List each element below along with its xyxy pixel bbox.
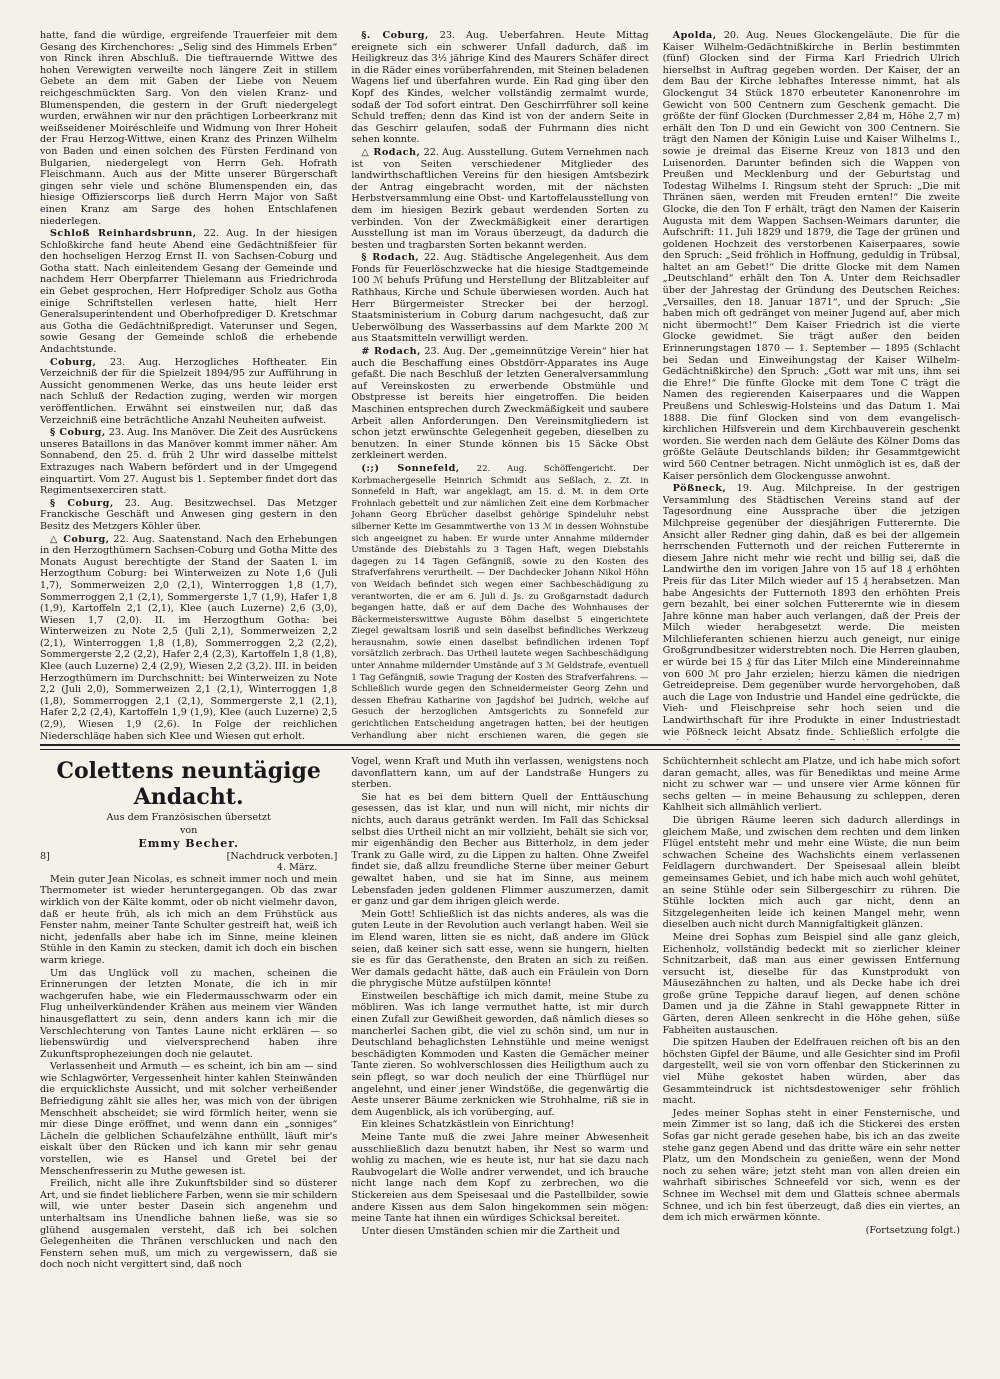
serial-text-1 xyxy=(40,874,337,1271)
reprint-notice: [Nachdruck verboten.] xyxy=(226,850,338,862)
news-headline: Apolda, xyxy=(672,30,717,41)
serial-author: Emmy Becher. xyxy=(138,837,239,850)
section-divider xyxy=(40,744,960,746)
news-headline: (:;) Sonnefeld, xyxy=(361,462,460,474)
serial-paragraph: Meine drei Sophas zum Beispiel sind alle ganz gleich, Eichenholz, vollständig bedeckt mit so zierlicher kleiner Schnitzarbeit, daß man aus einer gewissen Entfernung versucht ist, dieselbe für das Kunstprodukt von Mäusezähnchen zu halten, und als Decke habe ich drei große grüne Teppiche darauf liegen, auf denen schöne Damen und ja die Zähne in Stahl gewappnete Ritter in Gärten, deren Alleen senkrecht in die Höhe gehen, süße Fabheiten austauschen. xyxy=(662,931,960,1036)
news-headline: § Coburg, xyxy=(50,497,114,509)
news-text: 23. Aug. Ueberfahren. Heute Mittag ereignete sich ein schwerer Unfall dadurch, daß im Heiligkreuz das 3½ jährige Kind des Maurers Schäfer direct in die Räder eines vorüberfahrenden, mit Steinen beladenen Wagens lief und überfahren wurde. Ein Rad ging über den Kopf des Kindes, welcher vollständig zermalmt wurde, sodaß der Tod sofort eintrat. Den Geschirrführer soll keine Schuld treffen; denn das Kind ist von der andern Seite in das Geschirr gelaufen, sodaß der Fuhrmann dies nicht sehen konnte. xyxy=(351,30,649,146)
serial-date: 4. März. xyxy=(276,862,318,874)
serial-meta xyxy=(40,851,337,863)
serial-paragraph: Ein kleines Schatzkästlein von Einrichtung! xyxy=(361,1119,575,1131)
serial-paragraph: Jedes meiner Sophas steht in einer Fensternische, und mein Zimmer ist so lang, daß ich die Stickerei des ersten Sofas gar nicht gerade gesehen habe, bis ich an das zweite stehe ganz gegen Abend und das dritte wäre ein sehr netter Platz, um den Mondschein zu genießen, wenn der Mond noch zu sehen wäre; jetzt steht man von allen dreien ein wahrhaft sibirisches Schneefeld vor sich, wenn es der Schnee im Wechsel mit dem und Glatteis schnee abermals Schnee, und ich bin fest überzeugt, daß dies ein viertes, an dem ich mich erwärmen könnte. xyxy=(662,1107,960,1224)
serial-column-3 xyxy=(663,756,960,1361)
serial-by: von xyxy=(179,825,198,836)
news-headline: △ Rodach, xyxy=(361,146,421,158)
news-text: 23. Aug. Ins Manöver. Die Zeit des Ausrückens unseres Bataillons in das Manöver kommt immer näher. Am Sonnabend, den 25. d. früh 2 Uhr wird dasselbe mittelst Extrazuges nach Wabern befördert und in der Umgegend einquartirt. Vom 27. August bis 1. September findet dort das Regimentsexerciren statt. xyxy=(40,427,338,497)
news-text: 22. Aug. Städtische Angelegenheit. Aus dem Fonds für Feuerlöschzwecke hat die hiesige Stadtgemeinde 100 ℳ behufs Prüfung und Herstellung der Blitzableiter auf Rathhaus, Kirche und Schule überwiesen worden. Auch hat Herr Bürgermeister Strecker bei der herzogl. Staatsministerium in Coburg darum nachgesucht, daß zur Ueberwölbung des Wasserbassins auf dem Markte 200 ℳ aus Staatsmitteln verwilligt werden. xyxy=(351,252,649,345)
serial-subtitle: Aus dem Französischen übersetzt xyxy=(106,812,271,823)
news-headline: Coburg, xyxy=(50,356,97,368)
serial-paragraph: Einstweilen beschäftige ich mich damit, meine Stube zu möbliren. Was ich lange vermuthet hatte, ist mir durch einen Zufall zur Gewißheit geworden, daß nämlich dieses so mancherlei Sachen gibt, die viel zu schön sind, um nur in Deutschland behaglichsten Lehnstühle und meine wenigst beschädigten Kommoden und Kasten die Gemächer meiner Tante zieren. So wohlverschlossen dies Heiligthum auch zu sein pflegt, so war doch neulich der eine Thürflügel nur angelehnt, und einer jener Windstöße, die gegenwärtig die Aeste unserer Bäume zerknicken wie Strohhalme, riß sie in dem Augenblick, als ich vorüberging, auf. xyxy=(351,990,649,1118)
news-item xyxy=(40,427,337,497)
news-item xyxy=(351,147,648,251)
serial-column-2 xyxy=(351,756,648,1361)
news-headline: # Rodach, xyxy=(361,346,422,358)
news-item xyxy=(40,357,337,427)
news-text: 22. Aug. Saatenstand. Nach den Erhebungen in den Herzogthümern Sachsen-Coburg und Gotha Mitte des Monats August berechtigte der Stand der Saaten I. im Herzogthum Coburg: bei Winterweizen zu Note 1,6 (Juli 1,7), Sommerweizen 2,0 (2,1), Winterroggen 1,8 (1,7), Sommerroggen 2,1 (2,1), Sommergerste 1,7 (1,9), Hafer 1,8 (1,9), Kartoffeln 2,1 (2,1), Klee (auch Luzerne) 2,6 (3,0), Wiesen 1,7 (2,0). II. im Herzogthum Gotha: bei Winterweizen zu Note 2,5 (Juli 2,1), Sommerweizen 2,2 (2,1), Winterroggen 1,8 (1,8), Sommerroggen 2,2 (2,2), Sommergerste 2,2 (2,2), Hafer 2,4 (2,3), Kartoffeln 1,8 (1,8), Klee (auch Luzerne) 2,4 (2,9), Wiesen 2,2 (3,2). III. in beiden Herzogthümern im Durchschnitt: bei Winterweizen zu Note 2,2 (Juli 2,0), Sommerweizen 2,1 (2,1), Winterroggen 1,8 (1,8), Sommerroggen 2,1 (2,1), Sommergerste 2,1 (2,1), Hafer 2,2 (2,4), Kartoffeln 1,9 (1,9), Klee (auch Luzerne) 2,5 (2,9), Wiesen 1,9 (2,6). In Folge der reichlichen Niederschläge haben sich Klee und Wiesen gut erholt. xyxy=(40,533,338,740)
news-headline: §. Coburg, xyxy=(361,30,429,41)
news-item xyxy=(40,30,337,227)
serial-paragraph: Meine Tante muß die zwei Jahre meiner Abwesenheit ausschließlich dazu benutzt haben, ihr Nest so warm und wohlig zu machen, wie es heute ist, nur hat sie dazu nach Raubvogelart die Wolle andrer verwendet, und ich brauche nicht lange nach dem Kopf zu zerbrechen, wo die Stickereien aus dem Speisesaal und die Pastellbilder, sowie andere Kissen aus dem Salon hingekommen sein mögen: meine Tante hat ihnen ein würdiges Schicksal bereitet. xyxy=(351,1132,649,1225)
continued-notice: (Fortsetzung folgt.) xyxy=(865,1224,960,1236)
news-text: 19. Aug. Milchpreise. In der gestrigen Versammlung des Städtischen Vereins stand auf der Tagesordnung eine Aussprache über die jetzigen Milchpreise gegenüber der diesjährigen Futterernte. Die Ansicht aller Redner ging dahin, daß es bei der allgemein herrschenden Futternoth und der reichen Futterernte in diesem Jahre nicht mehr wie recht und billig sei, daß die Landwirthe den im vorigen Jahre von 15 auf 18 ₰ erhöhten Preis für das Liter Milch wieder auf 15 ₰ herabsetzen. Man habe Angesichts der Futternoth 1893 den erhöhten Preis gern bezahlt, bei einer solchen Futterernte wie in diesem Jahre könne man haber auch verlangen, daß der Preis der Milch wieder herabgesetzt werde. Die meisten Milchlieferanten schienen hierzu auch geneigt, nur einige Großgrundbesitzer widerstrebten noch. Die Herren glauben, er würde bei 15 ₰ für das Liter Milch eine Mindereinnahme von 600 ℳ pro Jahr erzielen; hierzu kämen die niedrigen Getreidepreise. Dem gegenüber wurde hervorgehoben, daß auch die Lage von Industrie und Handel eine gedrückte, die Vieh- und Fleischpreise sehr hoch seien und die Landwirthschaft für ihre Produkte in einer Industriestadt wie Pößneck leicht Absatz finde. Schließlich erfolgte die xyxy=(662,483,960,738)
serial-title: Colettens neuntägige Andacht. xyxy=(56,758,321,810)
news-text: hatte, fand die würdige, ergreifende Trauerfeier mit dem Gesang des Kirchenchores: „Selig sind des Himmels Erben“ von Rinck ihren Abschluß. Die tieftrauernde Wittwe des hohen Verewigten verweilte noch längere Zeit in stillem Gebete an dem mit Gaben der Liebe von Neuem reichgeschmückten Sarg. Von den vielen Kranz- und Blumenspenden, die gestern in der Gruft niedergelegt wurden, erwähnen wir nur den prächtigen Lorbeerkranz mit weißseidener Moiréschleife und Widmung von Ihrer Hoheit der Frau Herzog-Wittwe, einen Kranz des Prinzen Wilhelm von Baden und einen solchen des Fürsten Ferdinand von Bulgarien, niedergelegt von Herrn Geh. Hofrath Fleischmann. Auch aus der Mitte unserer Bürgerschaft gingen sehr viele und schöne Blumenspenden ein, das hiesige Offizierscorps ließ durch Herrn Major von Saßt einen Kranz am Sarge des hohen Entschlafenen niederlegen. xyxy=(40,30,338,227)
news-headline: Schloß Reinhardsbrunn, xyxy=(50,228,197,240)
serial-paragraph: Die übrigen Räume leeren sich dadurch allerdings in gleichem Maße, und zwischen dem rechten und dem linken Flügel entsteht mehr und mehr eine Wüste, die nun beim schwachen Scheine des Wachslichts einem verlassenen Feldlagern durchwandert. Der Speisesaal allein bleibt gemeinsames Gebiet, und ich habe mich auch wohl gehütet, an seine Stühle oder sein Silbergeschirr zu rühren. Die Stühle lockten mich auch gar nicht, denn an Sitzgelegenheiten leide ich keinen Mangel mehr, wenn dieselben auch nicht durch Mannigfaltigkeit glänzen. xyxy=(662,814,960,931)
serial-paragraph: Verlassenheit und Armuth — es scheint, ich bin am — sind wie Schlagwörter, Vergessenheit hinter kahlen Steinwänden die erquicklichste Aussicht, und mit solcher verheißender Befriedigung zählt sie alles her, was mich von der übrigen Menschheit abscheidet; sie wird förmlich heiter, wenn sie mir diese Dinge eröffnet, und wenn dann ein „sonniges“ Lächeln die gelblichen Schaufelzähne enthüllt, läuft mir's eiskalt über den Rücken und ich kann mir sehr genau vorstellen, wie es Hansel und Gretel bei der Menschenfresserin zu Muthe gewesen ist. xyxy=(40,1061,338,1177)
serial-paragraph: Vogel, wenn Kraft und Muth ihn verlassen, wenigstens noch davonflattern kann, um auf der Landstraße Hungers zu sterben. xyxy=(351,756,649,791)
news-column-2 xyxy=(351,30,648,740)
news-text: 23. Aug. Der „gemeinnützige Verein“ hier hat auch die Beschaffung eines Obstdörr-Apparates ins Auge gefaßt. Die nach Beschluß der letzten Generalversammlung auf Vereinskosten zu erwerbende Obstmühle und Obstpresse ist bereits hier eingetroffen. Die beiden Maschinen entsprechen durch Zweckmäßigkeit und saubere Arbeit allen Anforderungen. Den Vereinsmitgliedern ist schon jetzt erwünschte Gelegenheit gegeben, dieselben zu benutzen. In einer Stunde können bis 15 Säcke Obst zerkleinert werden. xyxy=(351,346,649,462)
news-headline: △ Coburg, xyxy=(50,533,110,545)
news-text: 22. Aug. Ausstellung. Gutem Vernehmen nach ist von Seiten verschiedener Mitglieder des landwirthschaftlichen Vereins für den hiesigen Amtsbezirk der Antrag eingebracht worden, mit der nächsten Herbstversammlung eine Obst- und Kartoffelausstellung von dem im hiesigen Bezirk gebaut werdenden Sorten zu verbinden. Von der Zweckmäßigkeit einer derartigen Ausstellung ist man im Voraus überzeugt, da dadurch die besten und tragbarsten Sorten bekannt werden. xyxy=(351,146,649,251)
news-text: 22. Aug. Schöffengericht. Der Korbmachergeselle Heinrich Schmidt aus Seßlach, z. Zt. in Sonnefeld in Haft, war angeklagt, am 15. d. M. in dem Orte Frohnlach gebettelt und zur nämlichen Zeit eine dem Korbmacher Johann Georg Ebrücher daselbst gehörige Spindeluhr nebst silberner Kette im Gesammtwerthe von 13 ℳ in dessen Wohnstube sich angeeignet zu haben. Er wurde unter Annahme mildernder Umstände des Diebstahls zu 3 Tagen Haft, wegen Diebstahls dagegen zu 14 Tagen Gefängniß, sowie zu den Kosten des Strafverfahrens verurtheilt. — Der Dachdecker Johann Nikol Höhn von Weidach befindet sich wegen einer Sachbeschädigung zu verantworten, die er am 6. Juli d. Js. zu Großgarnstadt dadurch begangen hatte, daß er auf dem Dache des Wohnhauses der Bäckermeisterswittwe Auguste Böhm daselbst 5 eingerichtete Ziegel gewaltsam losriß und sein daselbst befindliches Werkzeug herausnahm, sowie einen daselbst befindlichen irdenen Topf vorsätzlich zerbrach. Das Urtheil lautete wegen Sachbeschädigung unter Annahme mildernder Umstände auf 3 ℳ Geldstrafe, eventuell 1 Tag Gefängniß, sowie Tragung der Kosten des Strafverfahrens. — Schließlich wurde gegen den Schneidermeister Georg Zehn und dessen Ehefrau Katharine von Jagdshof bei Judrich, welche auf Gesuch der herzoglichen Amtsgerichts zu Sonnefeld zur gerichtlichen Entscheidung angetragen hatten, bei der heutigen Verhandlung aber nicht erschienen waren, die gegen sie xyxy=(351,463,649,740)
news-text: 23. Aug. Besitzwechsel. Das Metzger Franckische Geschäft und Anwesen ging gestern in den Besitz des Metzgers Köhler über. xyxy=(40,497,338,532)
news-item xyxy=(351,30,648,146)
news-text: 23. Aug. Herzogliches Hoftheater. Ein Verzeichniß der für die Spielzeit 1894/95 zur Aufführung in Aussicht genommenen Werke, das uns heute leider erst nach Schluß der Redaction zuging, werden wir morgen veröffentlichen. Erwähnt sei einstweilen nur, daß das Verzeichniß eine beträchtliche Anzahl Neuheiten aufweist. xyxy=(40,356,338,426)
news-item xyxy=(351,463,648,740)
news-item xyxy=(40,534,337,740)
serial-paragraph: Sie hat es bei dem bittern Quell der Enttäuschung gesessen, das ist klar, und nun will nicht, mir nichts dir nichts, auch daraus getränkt werden. Im Fall das Schicksal selbst dies Urtheil nicht an mir vollzieht, behält sie sich vor, mir eigenhändig den Becher aus Bitterholz, in dem jeder Trank zu Galle wird, zu die Lippen zu halten. Ohne Zweifel findet sie, daß allzu freundliche Sterne über meiner Geburt gewaltet haben, und sie hat im Sinne, aus meinem Lebensfaden jeden goldenen Flimmer auszumerzen, damit er ganz und gar dem ihrigen gleich werde. xyxy=(351,791,649,908)
serial-part: 8] xyxy=(40,850,50,862)
news-item xyxy=(663,30,960,482)
news-item xyxy=(351,252,648,345)
serial-paragraph: Freilich, nicht alle ihre Zukunftsbilder sind so düsterer Art, und sie findet lieblichere Farben, wenn sie mir schildern will, wie unter bester Dasein sich angenehm und unterhaltsam ins Unendliche bahnen ließe, was sie so glühend ausgemalen versteht, daß ich bei solchen Gelegenheiten die Thränen verschlucken und nach den Fenstern sehen muß, um mich zu vergewissern, daß sie doch noch nicht vergittert sind, daß noch xyxy=(40,1178,338,1271)
news-item xyxy=(663,483,960,740)
serial-paragraph: Die spitzen Hauben der Edelfrauen reichen oft bis an den höchsten Gipfel der Bäume, und alle Gesichter sind im Profil dargestellt, weil sie von vorn offenbar den Stickerinnen zu viel Mühe gekostet haben würden, aber das Gesammteindruck ist nichtsdestoweniger sehr fröhlich macht. xyxy=(662,1037,960,1107)
serial-paragraph: Unter diesen Umständen schien mir die Zartheit und xyxy=(361,1225,620,1237)
serial-section xyxy=(40,756,960,1361)
serial-paragraph: Schüchternheit schlecht am Platze, und ich habe mich sofort daran gemacht, alles, was für Benediktas und meine Arme nicht zu schwer war — und unsere vier Arme können für sechs gelten — in meine Behausung zu schleppen, deren Kahlheit sich allmählich verliert. xyxy=(662,756,960,814)
news-text: 22. Aug. In der hiesigen Schloßkirche fand heute Abend eine Gedächtnißfeier für den hochseligen Herzog Ernst II. von Sachsen-Coburg und Gotha statt. Nach einleitendem Gesang der Gemeinde und nachdem Herr Oberpfarrer Thielemann aus Friedrichroda ein Gebet gesprochen, Herr Hofprediger Scholz aus Gotha einige Schriftstellen verlesen hatte, hielt Herr Generalsuperintendent und Oberhofprediger D. Kretschmar aus Gotha die Gedächtnißpredigt. Vaterunser und Segen, sowie Gesang der Gemeinde schloß die erhebende Andachtstunde. xyxy=(40,228,338,356)
serial-text-3 xyxy=(663,756,960,1224)
news-text: 20. Aug. Neues Glockengeläute. Die für die Kaiser Wilhelm-Gedächtnißkirche in Berlin bestimmten (fünf) Glocken sind der Firma Karl Friedrich Ulrich hierselbst in Auftrag gegeben worden. Der Kaiser, der an dem Bau der Kirche lebhaftes Interesse nimmt, hat als Glockengut 34 Stück 1870 erbeuteter Kanonenrohre im Gewicht von 500 Centnern zum Geschenk gemacht. Die größte der fünf Glocken (Durchmesser 2,84 m, Höhe 2,7 m) erhält den Ton D und ein Gewicht von 300 Centnern. Sie trägt den Namen der Königin Luise und Kaiser Wilhelms I., sowie je dreimal das Eiserne Kreuz von 1813 und den Luisenorden. Darunter befinden sich die Wappen von Preußen und Mecklenburg und der Geburtstag und Todestag Wilhelms I. Ringsum steht der Spruch: „Die mit Thränen säen, werden mit Freuden ernten!“ Die zweite Glocke, die den Ton F erhält, trägt den Namen der Kaiserin Augusta mit dem Wappen Sachsen-Weimars darunter, die Aufschrift: 11. Juli 1829 und 1879, die Tage der grünen und goldenen Hochzeit des verstorbenen Kaiserpaares, sowie den Spruch: „Seid fröhlich in Hoffnung, geduldig in Trübsal, haltet an am Gebet!“ Die dritte Glocke mit dem Namen „Deutschland“ erhält den Ton A. Unter dem Reichsadler über der Jahrestag der Gründung des Deutschen Reiches: „Versailles, den 18. Januar 1871“, und der Spruch: „Sie haben mich oft gedränget von meiner Jugend auf, aber mich nicht übermocht!“ Dem Kaiser Friedrich ist die vierte Glocke gewidmet. Sie trägt außer den beiden Erinnerungstagen 1870 — 1. September — 1895 (Schlacht bei Sedan und Einweihungstag der Kaiser Wilhelm-Gedächtnißkirche) den Spruch: „Gott war mit uns, ihm sei die Ehre!“ Die fünfte Glocke mit dem Tone C trägt die Namen des regierenden Kaiserpaares und die Wappen Preußens und Schleswig-Holsteins und das Datum 1. Mai 1888. Die fünf Glocken sind von dem evangelisch-kirchlichen Hilfsverein und dem Kirchbauverein geschenkt worden. Sie werden nach dem Geläute des Kölner Doms das größte Geläute Deutschlands bilden; ihr Gesammtgewicht wird 560 Centner betragen. Nicht unmöglich ist es, daß der Kaiser persönlich dem Glockengusse anwohnt. xyxy=(662,30,960,482)
news-column-1 xyxy=(40,30,337,740)
news-headline: Pößneck, xyxy=(672,483,727,495)
section-divider-thin xyxy=(40,749,960,750)
news-section xyxy=(40,30,960,740)
news-item xyxy=(40,498,337,533)
news-item xyxy=(40,228,337,356)
news-headline: § Rodach, xyxy=(361,252,420,264)
serial-column-1 xyxy=(40,756,337,1361)
serial-paragraph: Mein Gott! Schließlich ist das nichts anderes, als was die guten Leute in der Revolution auch verlangt haben. Weil sie im Elend waren, litten sie es nicht, daß andere im Glück seien, daß keiner sich satt esse, wenn sie hungern, hielten sie es für das Gerathenste, den Braten an sich zu reißen. Wer damals gedacht hätte, daß auch ein Fräulein von Dorn die phrygische Mütze aufstülpen könnte! xyxy=(351,908,649,990)
serial-paragraph: Mein guter Jean Nicolas, es schneit immer noch und mein Thermometer ist wieder heruntergegangen. Ob das zwar wirklich von der Kälte kommt, oder ob nicht vielmehr davon, daß er heute früh, als ich mich an dem Frühstück aus Fenster nahm, meiner Tante Schulter gestreift hat, weiß ich nicht, jedenfalls aber habe ich im Sinne, meine kleinen Stühle in den Kamin zu stecken, damit ich doch ein bischen warm kriege. xyxy=(40,873,338,966)
news-item xyxy=(351,346,648,462)
serial-paragraph: Um das Unglück voll zu machen, scheinen die Erinnerungen der letzten Monate, die ich in mir wachgerufen habe, wie ein Fledermausschwarm oder ein Flug unheilverkündender Krähen aus meinem vier Wänden hinausgeflattert zu sein, denn anders kann ich mir die Verschlechterung von Tantes Laune nicht erklären — so liebenswürdig und vielversprechend haben ihre Zukunftsprophezeiungen doch nie gelautet. xyxy=(40,967,338,1060)
news-headline: § Coburg, xyxy=(50,427,106,439)
news-column-3 xyxy=(663,30,960,740)
